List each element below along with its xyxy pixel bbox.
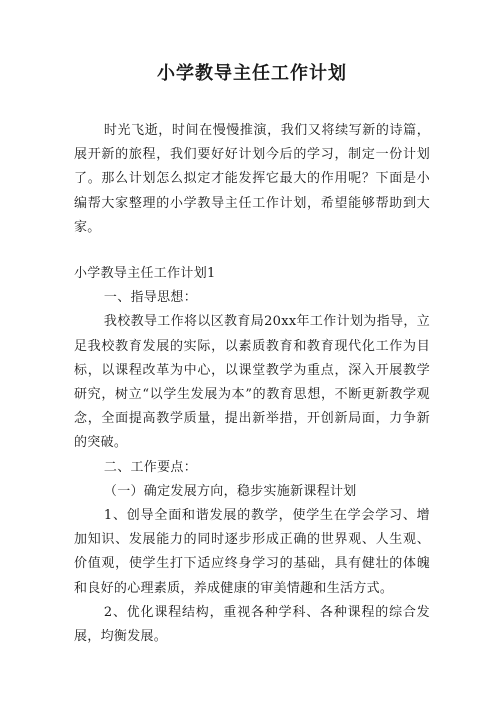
intro-paragraph: 时光飞逝，时间在慢慢推演，我们又将续写新的诗篇，展开新的旅程，我们要好好计划今后的学习，制定一份计划了。那么计划怎么拟定才能发挥它最大的作用呢？下面是小编帮大家整理的小学教导主任工作计划，希望能够帮助到大家。 bbox=[74, 123, 430, 235]
section-heading: 小学教导主任工作计划1 bbox=[74, 266, 216, 282]
subsection1-heading: （一）确定发展方向，稳步实施新课程计划 bbox=[103, 483, 357, 499]
part1-heading: 一、指导思想： bbox=[103, 290, 197, 306]
item-1: 1、创导全面和谐发展的教学，使学生在学会学习、增加知识、发展能力的同时逐步形成正确的世界观、人生观、价值观，使学生打下适应终身学习的基础，具有健壮的体魄和良好的心理素质，养成健康的审美情趣和生活方式。 bbox=[74, 508, 430, 596]
document-title: 小学教导主任工作计划 bbox=[157, 63, 347, 84]
part1-body: 我校教导工作将以区教育局20xx年工作计划为指导，立足我校教育发展的实际，以素质教育和教育现代化工作为目标，以课程改革为中心，以课堂教学为重点，深入开展教学研究，树立“以学生发展为本”的教育思想，不断更新教学观念，全面提高教学质量，提出新举措，开创新局面，力争新的突破。 bbox=[74, 314, 430, 451]
item-2: 2、优化课程结构，重视各种学科、各种课程的综合发展，均衡发展。 bbox=[74, 604, 430, 645]
paragraph-gap bbox=[74, 240, 430, 262]
part2-heading: 二、工作要点： bbox=[103, 459, 197, 475]
